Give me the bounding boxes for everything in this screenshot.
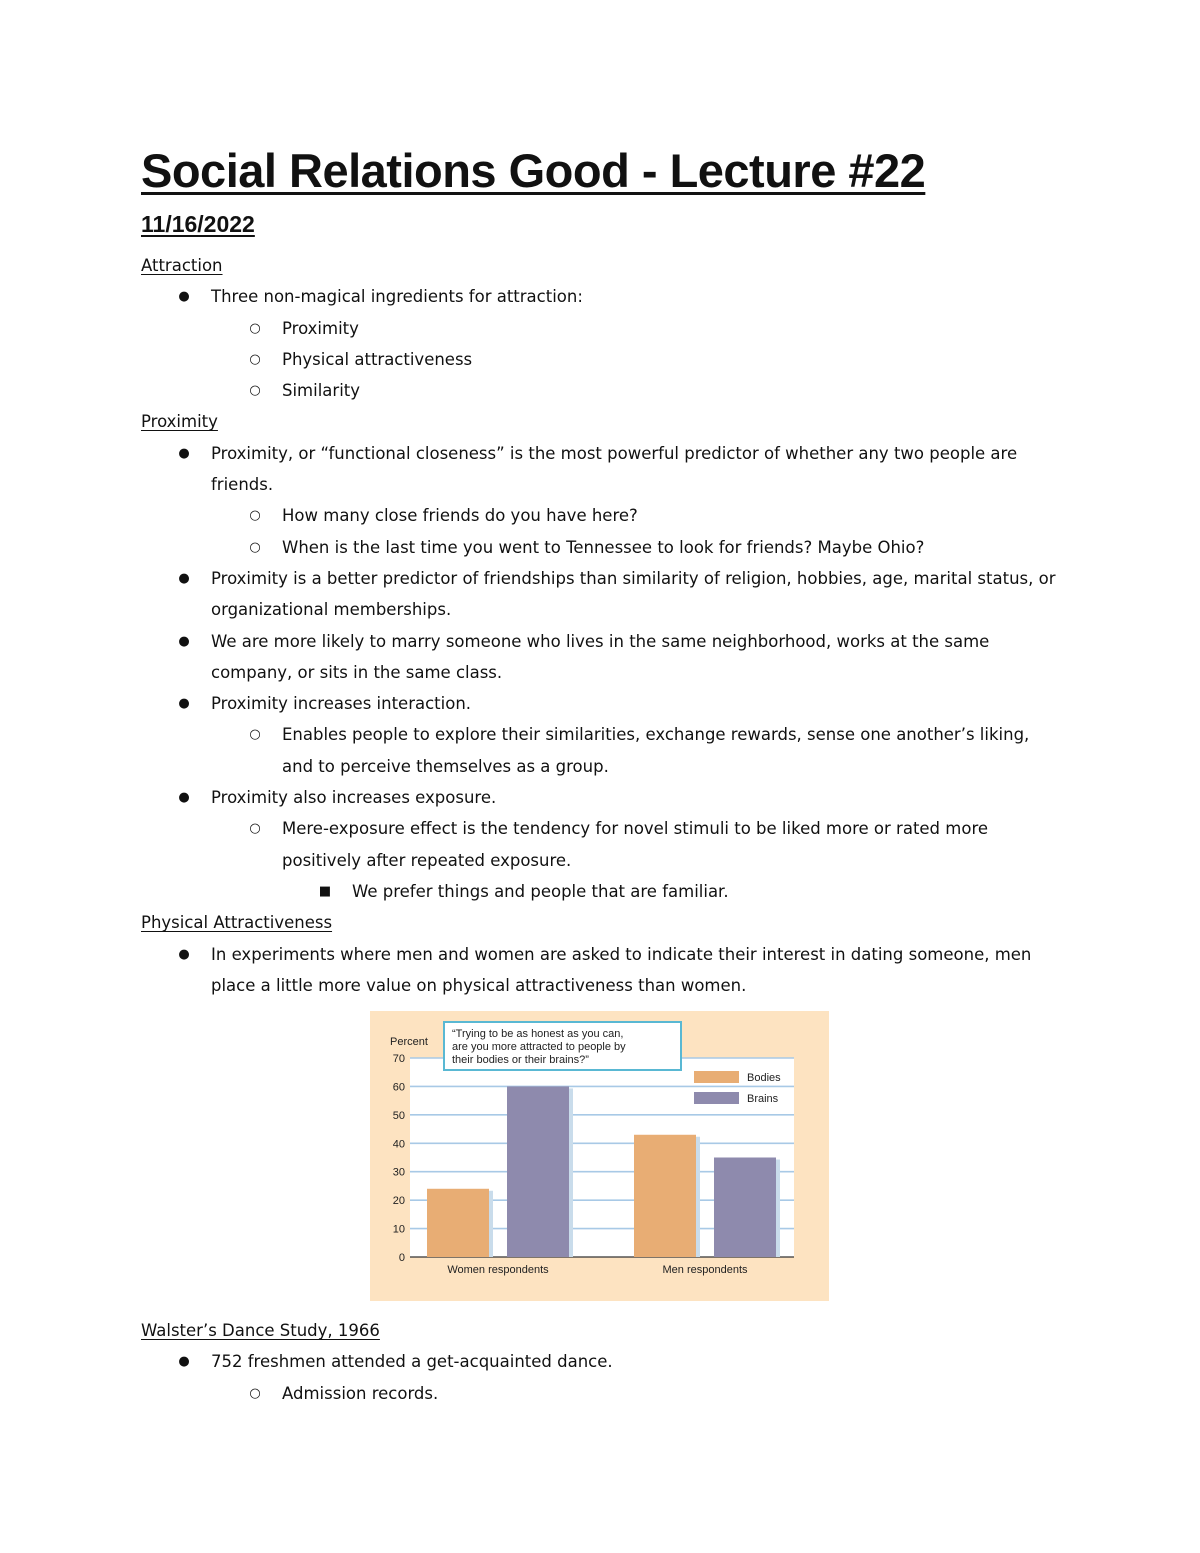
x-tick-label: Men respondents bbox=[662, 1264, 748, 1277]
y-axis-label: Percent bbox=[390, 1036, 428, 1049]
list-item: ○ Physical attractiveness bbox=[0, 344, 1200, 375]
y-tick-label: 70 bbox=[392, 1053, 405, 1066]
bullet-icon: ● bbox=[178, 570, 190, 586]
hollow-bullet-icon: ○ bbox=[249, 508, 261, 524]
list-item: ○ Admission records. bbox=[0, 1378, 1200, 1409]
section-heading-attraction: Attraction bbox=[141, 256, 223, 275]
list-item: ● Proximity is a better predictor of friendships than similarity of religion, hobbies, age, marital status, or organizational memberships. bbox=[0, 563, 1200, 626]
list-item: ● We are more likely to marry someone who lives in the same neighborhood, works at the same company, or sits in the same class. bbox=[0, 626, 1200, 689]
y-tick-label: 40 bbox=[392, 1138, 405, 1151]
bar-brains-women bbox=[507, 1087, 569, 1258]
legend-label: Brains bbox=[747, 1093, 779, 1106]
hollow-bullet-icon: ○ bbox=[249, 320, 261, 336]
hollow-bullet-icon: ○ bbox=[249, 727, 261, 743]
list-item: ● Proximity, or “functional closeness” is the most powerful predictor of whether any two people are friends. bbox=[0, 438, 1200, 501]
y-tick-label: 10 bbox=[392, 1223, 405, 1236]
legend-swatch bbox=[694, 1071, 739, 1083]
list-item: ○ Mere-exposure effect is the tendency for novel stimuli to be liked more or rated more positively after repeated exposure. bbox=[0, 813, 1200, 876]
bar-brains-men bbox=[714, 1158, 776, 1258]
lecture-notes bbox=[0, 250, 1200, 1409]
list-item: ○ Enables people to explore their similarities, exchange rewards, sense one another’s liking, and to perceive themselves as a group. bbox=[0, 719, 1200, 782]
y-tick-label: 30 bbox=[392, 1166, 405, 1179]
list-item: ● Three non-magical ingredients for attraction: bbox=[0, 281, 1200, 312]
chart-container bbox=[0, 1011, 1200, 1303]
legend-swatch bbox=[694, 1092, 739, 1104]
bullet-icon: ● bbox=[178, 946, 190, 962]
bar-bodies-men bbox=[634, 1135, 696, 1257]
list-item: ● 752 freshmen attended a get-acquainted dance. bbox=[0, 1346, 1200, 1377]
y-tick-label: 0 bbox=[398, 1252, 405, 1265]
bar-bodies-women bbox=[427, 1189, 489, 1257]
hollow-bullet-icon: ○ bbox=[249, 539, 261, 555]
square-bullet-icon: ■ bbox=[318, 883, 332, 899]
chart-title-line: their bodies or their brains?” bbox=[452, 1054, 589, 1067]
list-item: ● In experiments where men and women are asked to indicate their interest in dating someone, men place a little more value on physical attractiveness than women. bbox=[0, 939, 1200, 1002]
legend-label: Bodies bbox=[747, 1072, 781, 1085]
hollow-bullet-icon: ○ bbox=[249, 821, 261, 837]
bullet-icon: ● bbox=[178, 633, 190, 649]
bullet-icon: ● bbox=[178, 790, 190, 806]
hollow-bullet-icon: ○ bbox=[249, 1385, 261, 1401]
section-heading-walster-dance-study: Walster’s Dance Study, 1966 bbox=[141, 1321, 380, 1341]
x-tick-label: Women respondents bbox=[447, 1264, 549, 1277]
section-heading-proximity: Proximity bbox=[141, 412, 218, 432]
bullet-icon: ● bbox=[178, 696, 190, 712]
list-item: ○ How many close friends do you have here? bbox=[0, 500, 1200, 531]
list-item: ○ When is the last time you went to Tennessee to look for friends? Maybe Ohio? bbox=[0, 532, 1200, 563]
y-tick-label: 50 bbox=[392, 1109, 405, 1122]
list-item: ● Proximity increases interaction. bbox=[0, 688, 1200, 719]
chart-title-line: are you more attracted to people by bbox=[452, 1041, 626, 1054]
bullet-icon: ● bbox=[178, 289, 190, 305]
lecture-date: 11/16/2022 bbox=[141, 211, 255, 237]
bullet-icon: ● bbox=[178, 1354, 190, 1370]
list-item: ■ We prefer things and people that are familiar. bbox=[0, 876, 1200, 907]
y-tick-label: 60 bbox=[392, 1081, 405, 1094]
hollow-bullet-icon: ○ bbox=[249, 351, 261, 367]
chart-title-line: “Trying to be as honest as you can, bbox=[452, 1028, 624, 1041]
list-item: ○ Proximity bbox=[0, 313, 1200, 344]
section-heading-physical-attractiveness: Physical Attractiveness bbox=[141, 913, 333, 933]
list-item: ○ Similarity bbox=[0, 375, 1200, 406]
list-item: ● Proximity also increases exposure. bbox=[0, 782, 1200, 813]
bodies-brains-bar-chart bbox=[370, 1011, 829, 1301]
page-title: Social Relations Good - Lecture #22 bbox=[141, 144, 926, 197]
hollow-bullet-icon: ○ bbox=[249, 383, 261, 399]
bullet-icon: ● bbox=[178, 445, 190, 461]
y-tick-label: 20 bbox=[392, 1195, 405, 1208]
